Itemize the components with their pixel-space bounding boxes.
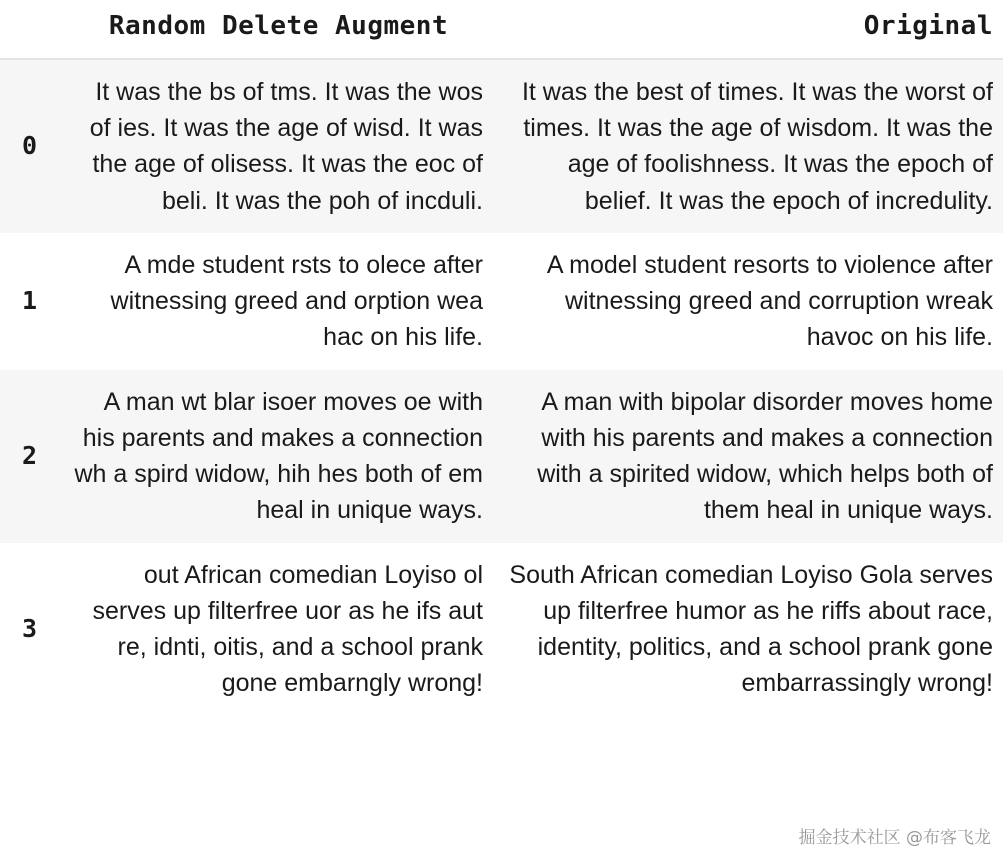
watermark-text: 掘金技术社区 @布客飞龙: [798, 828, 991, 848]
table-header-row: [0, 0, 1003, 59]
column-header-index: [0, 0, 66, 59]
cell-augment: It was the bs of tms. It was the wos of ies. It was the age of wisd. It was the age of olisess. It was the eoc of beli. It was the poh of incduli.: [89, 77, 483, 215]
table-row: [0, 233, 1003, 370]
row-index: 2: [22, 440, 38, 470]
table-row: [0, 59, 1003, 233]
table-row: [0, 370, 1003, 543]
table-row: [0, 543, 1003, 716]
cell-augment: A man wt blar isoer moves oe with his parents and makes a connection wh a spird widow, hih hes both of em heal in unique ways.: [74, 387, 483, 525]
cell-original: A model student resorts to violence after witnessing greed and corruption wreak havoc on his life.: [546, 250, 993, 352]
cell-augment: A mde student rsts to olece after witnessing greed and orption wea hac on his life.: [110, 250, 483, 352]
cell-original: South African comedian Loyiso Gola serves up filterfree humor as he riffs about race, identity, politics, and a school prank gone embarrassingly wrong!: [509, 560, 993, 698]
row-index: 1: [22, 286, 38, 316]
table-body: [0, 59, 1003, 716]
column-header-original: Original: [491, 0, 1003, 59]
cell-original: A man with bipolar disorder moves home with his parents and makes a connection with a spirited widow, which helps both of them heal in unique ways.: [537, 387, 993, 525]
cell-original: It was the best of times. It was the worst of times. It was the age of wisdom. It was the age of foolishness. It was the epoch of belief. It was the epoch of incredulity.: [521, 77, 993, 215]
column-header-random-delete-augment: Random Delete Augment: [66, 0, 491, 59]
row-index: 0: [22, 131, 38, 161]
table-header: [0, 0, 1003, 59]
row-index: 3: [22, 613, 38, 643]
cell-augment: out African comedian Loyiso ol serves up filterfree uor as he ifs aut re, idnti, oitis, and a school prank gone embarngly wrong!: [92, 560, 483, 698]
